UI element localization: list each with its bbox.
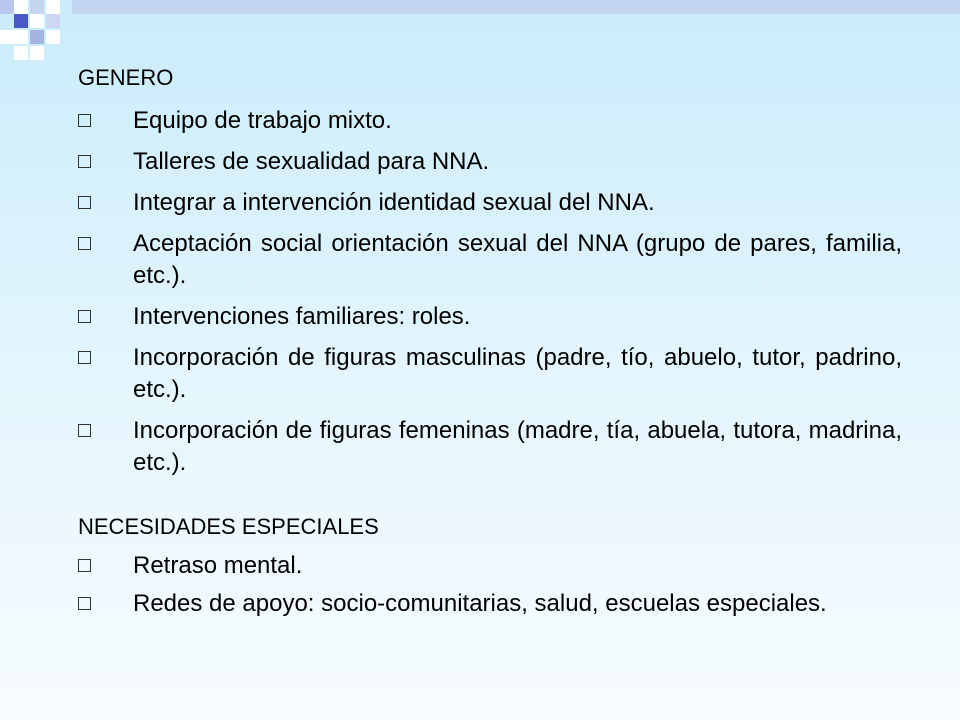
hollow-square-icon [78,351,91,364]
bullet-text: Equipo de trabajo mixto. [133,107,392,134]
corner-square [46,30,60,44]
bullet-item [78,228,902,292]
hollow-square-icon [78,237,91,250]
bullet-text: Intervenciones familiares: roles. [133,303,471,330]
bullet-text: Talleres de sexualidad para NNA. [133,148,490,175]
corner-square [46,0,60,14]
slide-content [78,60,902,620]
hollow-square-icon [78,114,91,127]
hollow-square-icon [78,155,91,168]
bullet-item [78,588,902,620]
bullet-text: Retraso mental. [133,552,303,579]
corner-square [46,14,60,28]
section-title-necesidades-especiales: NECESIDADES ESPECIALES [78,514,379,539]
hollow-square-icon [78,424,91,437]
corner-square-accent [14,14,28,28]
bullet-text: Redes de apoyo: socio-comunitarias, salud, escuelas especiales. [133,590,827,617]
hollow-square-icon [78,196,91,209]
bullet-item [78,342,902,406]
slide-decoration [0,0,960,60]
hollow-square-icon [78,597,91,610]
bullet-item [78,105,902,137]
hollow-square-icon [78,559,91,572]
bullet-text: Incorporación de figuras masculinas (padre, tío, abuelo, tutor, padrino, etc.). [133,344,902,403]
corner-square [14,46,28,60]
corner-square [14,0,28,14]
corner-square [30,14,44,28]
bullet-list-necesidades-especiales [78,550,902,620]
corner-square [0,0,14,14]
corner-square [30,46,44,60]
corner-square [0,30,14,44]
bullet-item [78,187,902,219]
section-title-genero: GENERO [78,65,174,90]
bullet-item [78,415,902,479]
bullet-text: Aceptación social orientación sexual del NNA (grupo de pares, familia, etc.). [133,230,902,289]
bullet-item [78,146,902,178]
bullet-list-genero [78,105,902,479]
corner-square [30,30,44,44]
bullet-text: Integrar a intervención identidad sexual del NNA. [133,189,655,216]
corner-square [14,30,28,44]
top-accent-bar [72,0,960,14]
bullet-item [78,301,902,333]
corner-square [30,0,44,14]
bullet-item [78,550,902,582]
hollow-square-icon [78,310,91,323]
bullet-text: Incorporación de figuras femeninas (madre, tía, abuela, tutora, madrina, etc.). [133,417,902,476]
